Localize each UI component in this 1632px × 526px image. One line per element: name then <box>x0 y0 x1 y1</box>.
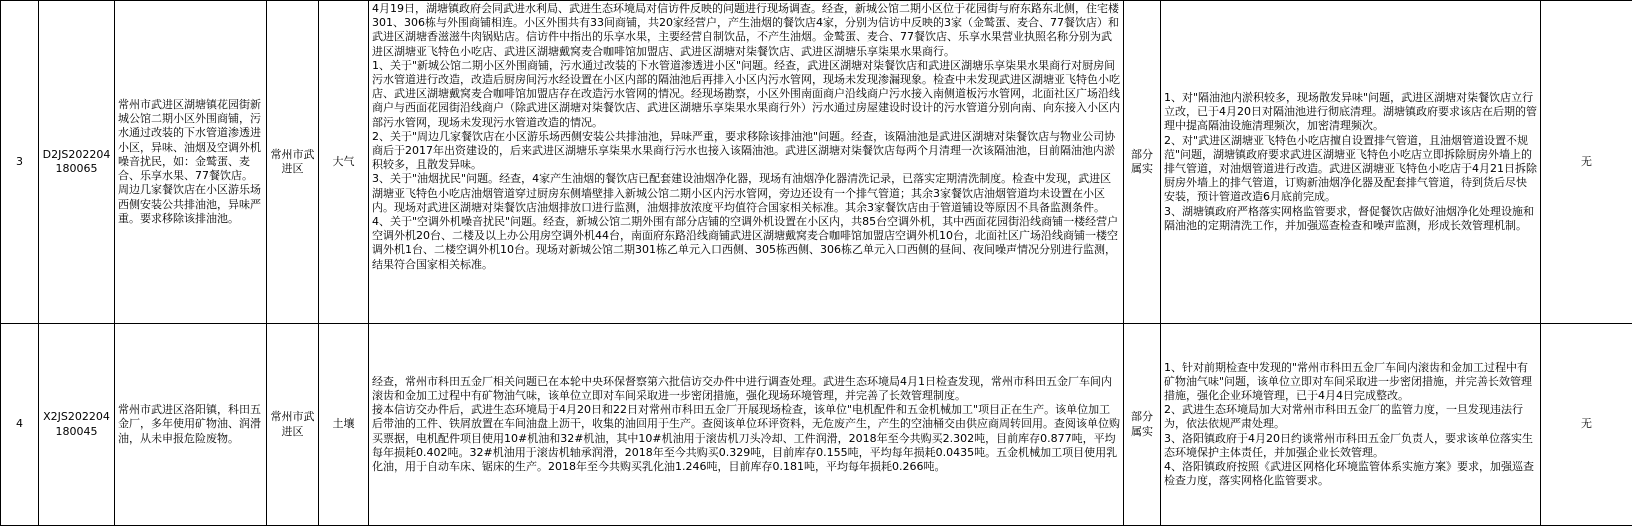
action-item: 3、洛阳镇政府于4月20日约谈常州市科田五金厂负责人，要求该单位落实生态环境保护主体责任，并加强企业长效管理。 <box>1164 432 1537 460</box>
action-item: 4、洛阳镇政府按照《武进区网格化环境监管体系实施方案》要求，加强巡查检查力度，落实网格化监管要求。 <box>1164 460 1537 488</box>
investigation-paragraph: 4、关于"空调外机噪音扰民"问题。经查，新城公馆二期外围有部分店铺的空调外机设置在小区内，共85台空调外机，其中西面花园街沿线商铺一楼经营户空调外机20台、二楼及以上办公用房空调外机44台，南面府东路沿线商铺武进区湖塘戴窝麦合咖啡馆加盟店空调外机10台，北面社区广场沿线商铺一楼空调外机1台、二楼空调外机10台。现场对新城公馆二期301栋乙单元入口西侧、305栋西侧、306栋乙单元入口西侧的昼间、夜间噪声情况分别进行监测，结果符合国家相关标准。 <box>372 215 1120 272</box>
accountability: 无 <box>1541 1 1632 324</box>
action-item: 1、针对前期检查中发现的"常州市科田五金厂车间内滚齿和金加工过程中有矿物油气味"问题，该单位立即对车间采取进一步密闭措施，并完善长效管理措施，强化企业环境管理，已于4月4日完成整改。 <box>1164 361 1537 404</box>
district: 常州市武进区 <box>267 1 319 324</box>
investigation-paragraph: 3、关于"油烟扰民"问题。经查，4家产生油烟的餐饮店已配套建设油烟净化器，现场有油烟净化器清洗记录，已落实定期清洗制度。检查中发现，武进区湖塘亚飞特色小吃店油烟管道穿过厨房东侧墙壁排入新城公馆二期小区内污水管网，旁边还设有一个排气管道；其余3家餐饮店油烟管道均未设置在小区内。现场对武进区湖塘对柒餐饮店油烟排放口进行监测，油烟排放浓度平均值符合国家相关标准。其余3家餐饮店由于管道铺设等原因不具备监测条件。 <box>372 172 1120 215</box>
verdict: 部分属实 <box>1124 1 1161 324</box>
row-number: 4 <box>1 324 39 526</box>
accountability: 无 <box>1541 324 1632 526</box>
district: 常州市武进区 <box>267 324 319 526</box>
investigation-paragraph: 2、关于"周边几家餐饮店在小区游乐场西侧安装公共排油池，异味严重，要求移除该排油池"问题。经查，该隔油池是武进区湖塘对柒餐饮店与物业公司协商后于2017年出资建设的，后来武进区湖塘乐享柒果水果商行污水也接入该隔油池。武进区湖塘对柒餐饮店每两个月清理一次该隔油池，目前隔油池内淤积较多，且散发异味。 <box>372 130 1120 173</box>
investigation-paragraph: 接本信访交办件后，武进生态环境局于4月20日和22日对常州市科田五金厂开展现场检查，该单位"电机配件和五金机械加工"项目正在生产。该单位加工后带油的工件、铁屑放置在车间油盘上沥干，收集的油回用于生产。查阅该单位环评资料，无危废产生，产生的空油桶交由供应商周转回用。查阅该单位购买票据，电机配件项目使用10#机油和32#机油，其中10#机油用于滚齿机刀头冷却、工件润滑，2018年至今共购买2.302吨，目前库存0.877吨，平均每年损耗0.402吨。32#机油用于滚齿机轴承润滑，2018年至今共购买0.329吨，目前库存0.155吨，平均每年损耗0.0435吨。五金机械加工项目使用乳化油，用于自动车床、锯床的生产。2018年至今共购买乳化油1.246吨，目前库存0.181吨，平均每年损耗0.266吨。 <box>372 403 1120 474</box>
complaint-content: 常州市武进区湖塘镇花园街新城公馆二期小区外围商铺，污水通过改装的下水管道渗透进小区，异味、油烟及空调外机噪音扰民，如：金鹫蛋、麦合、乐享水果、77餐饮店。周边几家餐饮店在小区游乐场西侧安装公共排油池，异味严重。要求移除该排油池。 <box>115 1 267 324</box>
row-number: 3 <box>1 1 39 324</box>
investigation-result <box>369 324 1124 526</box>
investigation-paragraph: 4月19日，湖塘镇政府会同武进水利局、武进生态环境局对信访件反映的问题进行现场调查。经查，新城公馆二期小区位于花园街与府东路东北侧，住宅楼301、306栋与外围商铺相连。小区外围共有33间商铺，共20家经营户，产生油烟的餐饮店4家，分别为信访中反映的3家（金鹫蛋、麦合、77餐饮店）和武进区湖塘香滋滋牛肉锅贴店。信访件中指出的乐享水果，主要经营自制饮品，不产生油烟。金鹫蛋、麦合、77餐饮店、乐享水果营业执照名称分别为武进区湖塘亚飞特色小吃店、武进区湖塘戴窝麦合咖啡馆加盟店、武进区湖塘对柒餐饮店、武进区湖塘乐享柒果水果商行。 <box>372 2 1120 59</box>
investigation-paragraph: 经查，常州市科田五金厂相关问题已在本轮中央环保督察第六批信访交办件中进行调查处理。武进生态环境局4月1日检查发现，常州市科田五金厂车间内滚齿和金加工过程中有矿物油气味，该单位立即对车间采取进一步密闭措施，强化现场环境管理，并完善了长效管理制度。 <box>372 375 1120 403</box>
action-item: 2、对"武进区湖塘亚飞特色小吃店擅自设置排气管道，且油烟管道设置不规范"问题，湖塘镇政府要求武进区湖塘亚飞特色小吃店立即拆除厨房外墙上的排气管道，对油烟管道进行改造。武进区湖塘亚飞特色小吃店于4月21日拆除厨房外墙上的排气管道，订购新油烟净化器及配套排气管道，待到货后尽快安装，预计管道改造6月底前完成。 <box>1164 134 1537 205</box>
rectification-actions <box>1161 324 1541 526</box>
table-row <box>1 324 1632 526</box>
action-item: 2、武进生态环境局加大对常州市科田五金厂的监管力度，一旦发现违法行为，依法依规严肃处理。 <box>1164 403 1537 431</box>
case-code: D2JS202204180065 <box>39 1 115 324</box>
action-item: 1、对"隔油池内淤积较多，现场散发异味"问题，武进区湖塘对柒餐饮店立行立改，已于4月20日对隔油池进行彻底清理。湖塘镇政府要求该店在后期的管理中提高隔油设施清理频次，加密清理频次。 <box>1164 91 1537 134</box>
investigation-paragraph: 1、关于"新城公馆二期小区外围商铺，污水通过改装的下水管道渗透进小区"问题。经查，武进区湖塘对柒餐饮店和武进区湖塘乐享柒果水果商行对厨房间污水管道进行改造，改造后厨房间污水经设置在小区内部的隔油池后再排入小区内污水管网，现场未发现渗漏现象。检查中未发现武进区湖塘亚飞特色小吃店、武进区湖塘戴窝麦合咖啡馆加盟店存在改造污水管网的情况。经现场勘察，小区外围南面商户沿线商户污水接入南侧道板污水管网，北面社区广场沿线商户与西面花园街沿线商户（除武进区湖塘对柒餐饮店、武进区湖塘乐享柒果水果商行外）污水通过房屋建设时设计的污水管道分别向南、向东接入小区内部污水管网，现场未发现污水管道改造的情况。 <box>372 59 1120 130</box>
case-code: X2JS202204180045 <box>39 324 115 526</box>
investigation-result <box>369 1 1124 324</box>
pollution-type: 大气 <box>319 1 369 324</box>
verdict: 部分属实 <box>1124 324 1161 526</box>
rectification-actions <box>1161 1 1541 324</box>
action-item: 3、湖塘镇政府严格落实网格监管要求，督促餐饮店做好油烟净化处理设施和隔油池的定期清洗工作，并加强巡查检查和噪声监测，形成长效管理机制。 <box>1164 205 1537 233</box>
pollution-type: 土壤 <box>319 324 369 526</box>
complaint-content: 常州市武进区洛阳镇，科田五金厂，多年使用矿物油、润滑油，从未申报危险废物。 <box>115 324 267 526</box>
table-row <box>1 1 1632 324</box>
